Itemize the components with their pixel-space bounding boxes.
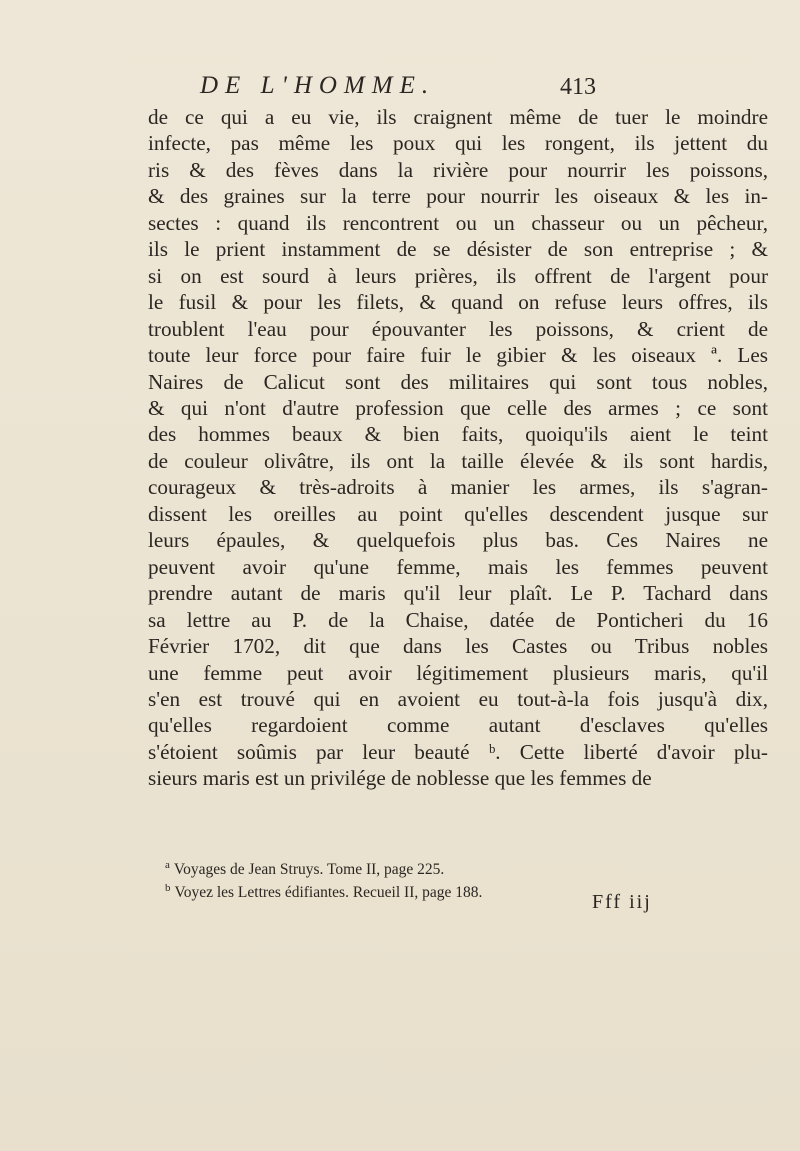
text-line: & qui n'ont d'autre profession que celle des armes ; ce sont: [148, 395, 768, 420]
text-line: courageux & très-adroits à manier les armes, ils s'agran-: [148, 475, 768, 500]
footnote-text: Voyages de Jean Struys. Tome II, page 225.: [173, 861, 445, 879]
signature-mark: Fff iij: [592, 891, 652, 913]
text-line: leurs épaules, & quelquefois plus bas. Ces Naires ne: [148, 528, 768, 553]
page-number: 413: [560, 74, 596, 100]
text-line: ils le prient instamment de se désister de son entreprise ; &: [148, 237, 768, 262]
text-line: de ce qui a eu vie, ils craignent même de tuer le moindre: [148, 105, 768, 129]
footnote: [165, 856, 725, 879]
running-head: DE L'HOMME.: [200, 72, 436, 99]
text-line: sieurs maris est un privilége de noblesse que les femmes de: [148, 766, 652, 791]
text-line: ris & des fèves dans la rivière pour nourrir les poissons,: [148, 157, 768, 182]
text-line: si on est sourd à leurs prières, ils offrent de l'argent pour: [148, 263, 768, 288]
footnote-mark: b: [165, 882, 171, 895]
text-line: troublent l'eau pour épouvanter les poissons, & crient de: [148, 316, 768, 341]
text-line: toute leur force pour faire fuir le gibier & les oiseaux ª. Les: [148, 343, 768, 368]
footnote-text: Voyez les Lettres édifiantes. Recueil II, page 188.: [174, 884, 483, 902]
text-line: infecte, pas même les poux qui les rongent, ils jettent du: [148, 131, 768, 156]
text-line: sa lettre au P. de la Chaise, datée de Ponticheri du 16: [148, 607, 768, 632]
text-line: le fusil & pour les filets, & quand on refuse leurs offres, ils: [148, 290, 768, 315]
text-line: prendre autant de maris qu'il leur plaît. Le P. Tachard dans: [148, 581, 768, 606]
text-line: Naires de Calicut sont des militaires qui sont tous nobles,: [148, 369, 768, 394]
text-line: s'étoient soûmis par leur beauté ᵇ. Cette liberté d'avoir plu-: [148, 739, 768, 764]
text-line: sectes : quand ils rencontrent ou un chasseur ou un pêcheur,: [148, 210, 768, 235]
body-text: [148, 104, 768, 792]
text-line: s'en est trouvé qui en avoient eu tout-à-la fois jusqu'à dix,: [148, 686, 768, 711]
text-line: qu'elles regardoient comme autant d'esclaves qu'elles: [148, 713, 768, 738]
text-line: Février 1702, dit que dans les Castes ou Tribus nobles: [148, 634, 768, 659]
text-line: une femme peut avoir légitimement plusieurs maris, qu'il: [148, 660, 768, 685]
text-line: dissent les oreilles au point qu'elles descendent jusque sur: [148, 501, 768, 526]
text-line: peuvent avoir qu'une femme, mais les femmes peuvent: [148, 554, 768, 579]
footnote-mark: a: [165, 859, 170, 871]
text-line: de couleur olivâtre, ils ont la taille élevée & ils sont hardis,: [148, 448, 768, 473]
text-line: des hommes beaux & bien faits, quoiqu'ils aient le teint: [148, 422, 768, 447]
text-line: & des graines sur la terre pour nourrir les oiseaux & les in-: [148, 184, 768, 209]
